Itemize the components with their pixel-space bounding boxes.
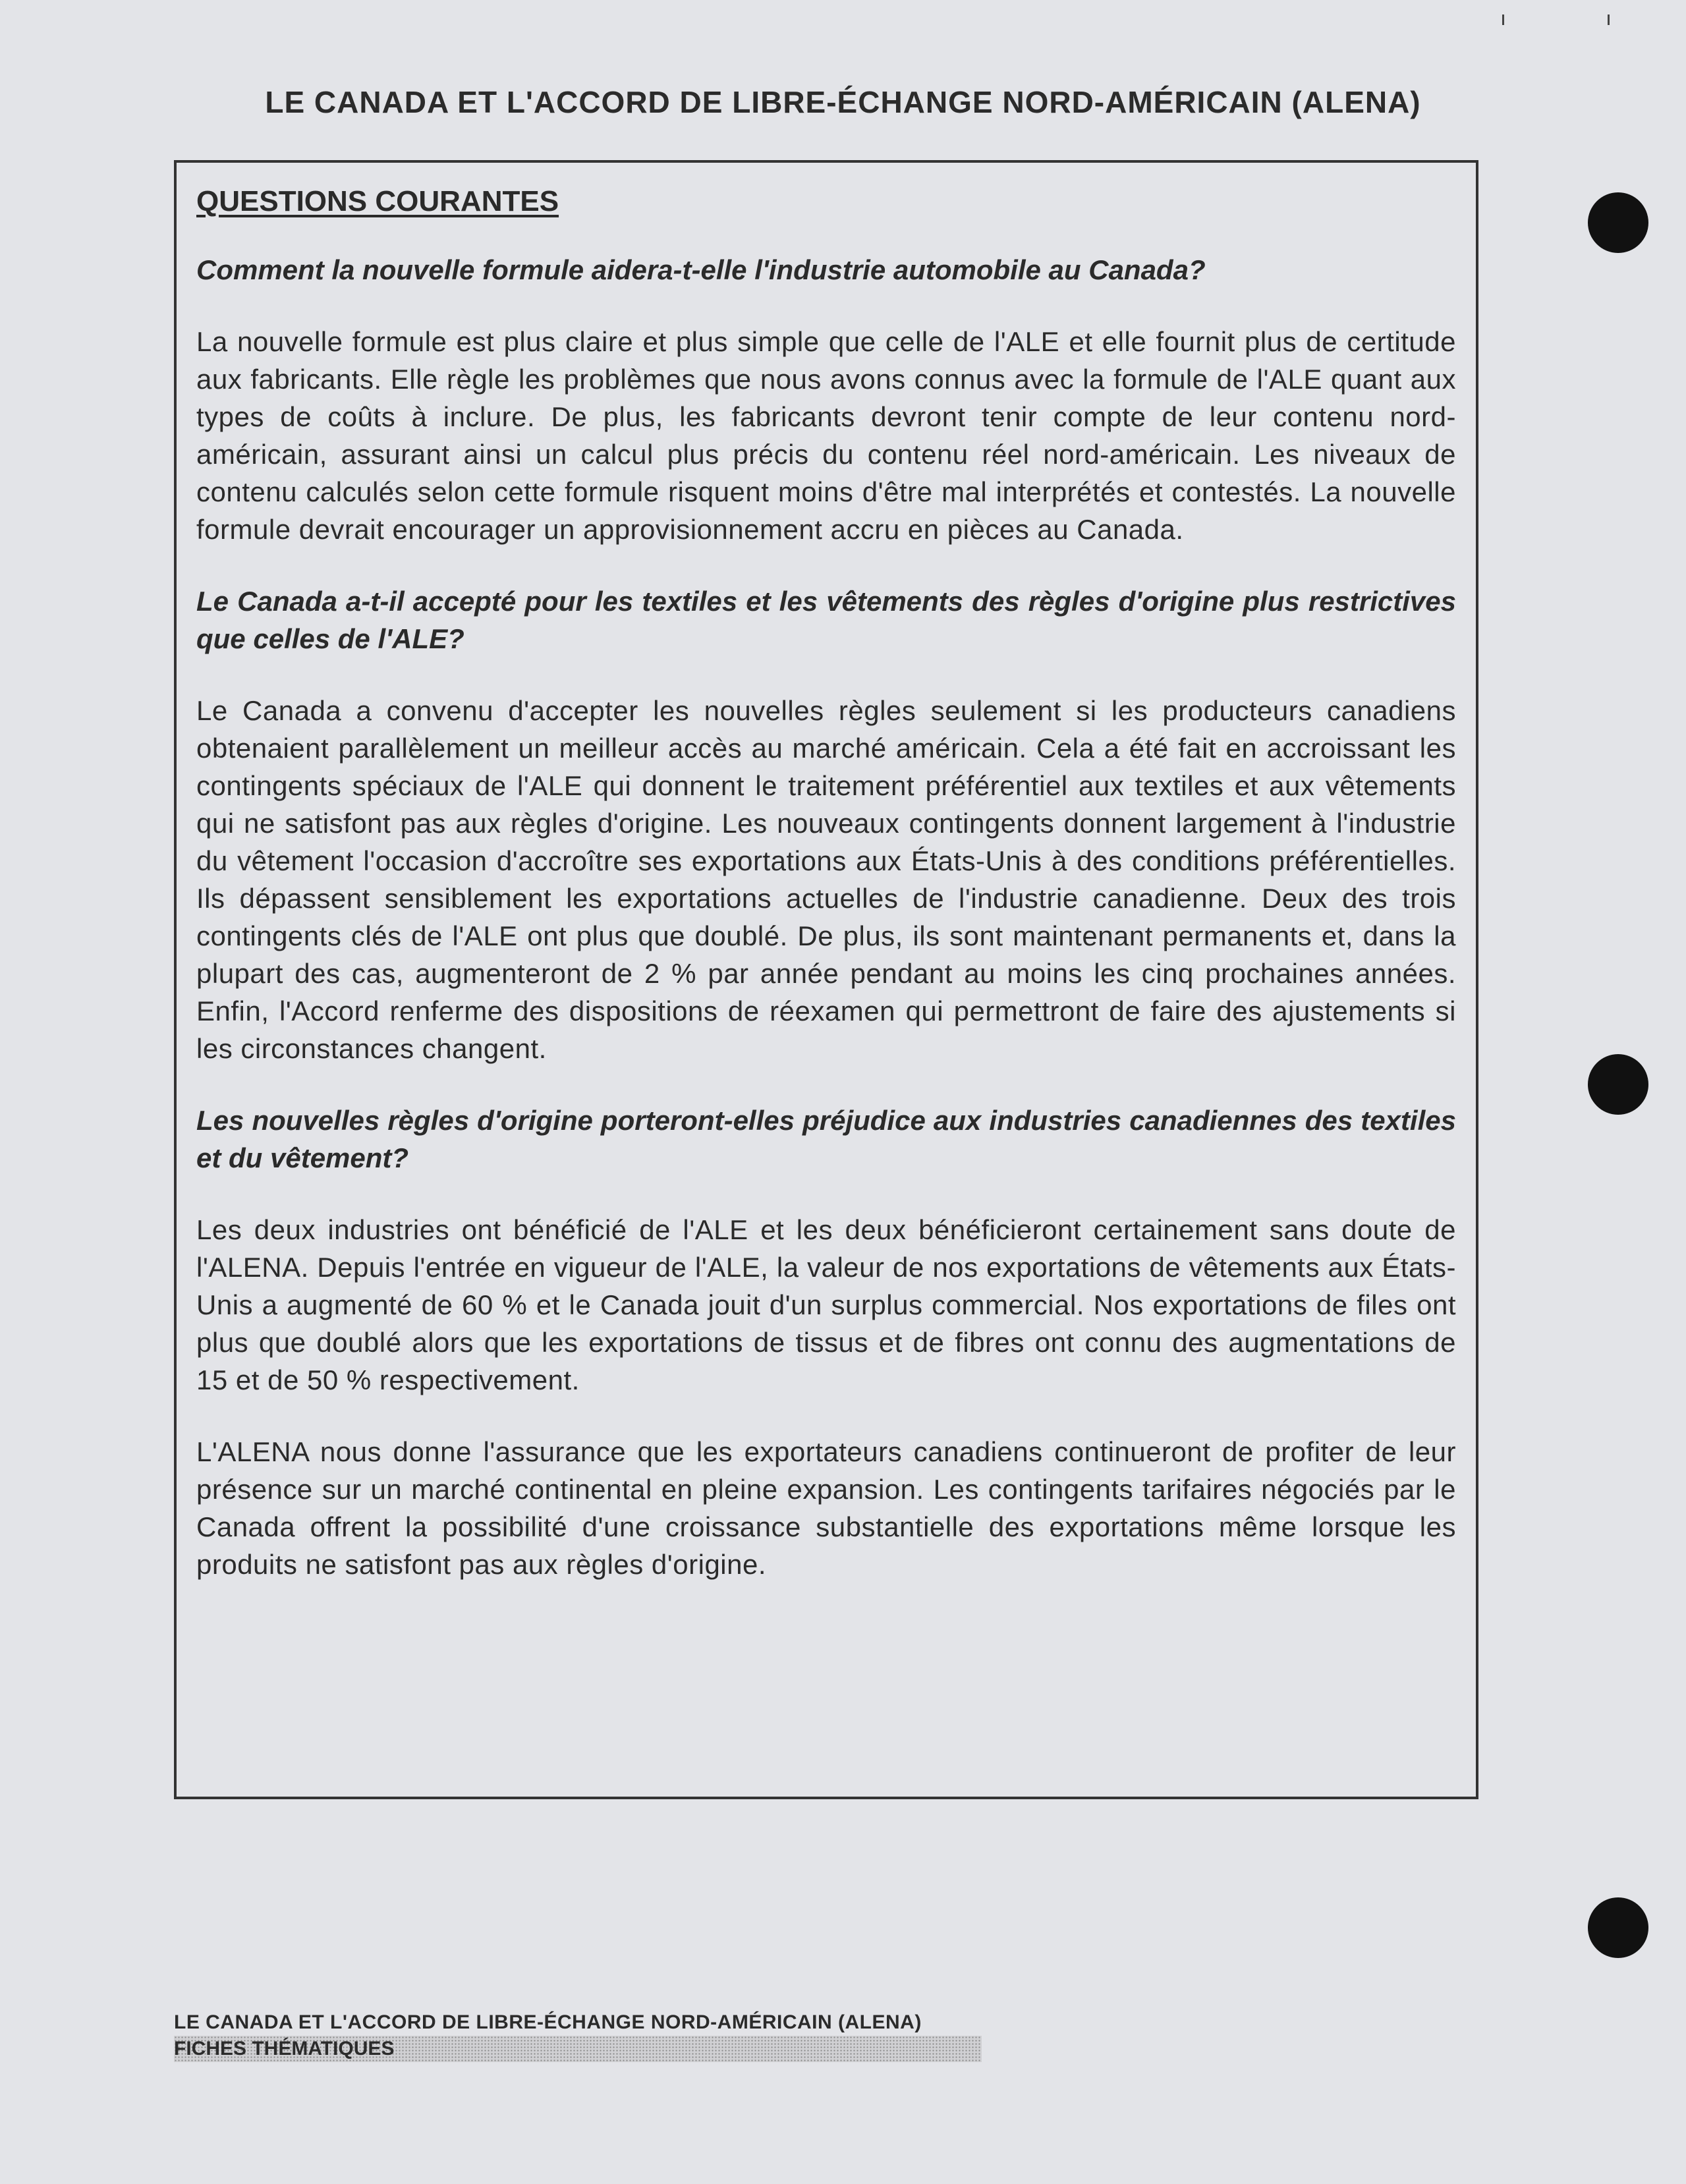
content-box <box>174 160 1478 1799</box>
page-title: LE CANADA ET L'ACCORD DE LIBRE-ÉCHANGE NORD-AMÉRICAIN (ALENA) <box>265 85 1421 119</box>
punch-hole-middle <box>1588 1054 1648 1115</box>
corner-mark-left <box>1502 14 1504 25</box>
punch-hole-top <box>1588 192 1648 253</box>
question-2: Le Canada a-t-il accepté pour les textiles et les vêtements des règles d'origine plus restrictives que celles de l'ALE? <box>196 586 1456 654</box>
answer-3: Les deux industries ont bénéficié de l'ALE et les deux bénéficieront certainement sans doute de l'ALENA. Depuis l'entrée en vigueur de l'ALE, la valeur de nos exportations de vêtements aux États-Unis a augmenté de 60 % et le Canada jouit d'un surplus commercial. Nos exportations de files ont plus que doublé alors que les exportations de tissus et de fibres ont connu des augmentations de 15 et de 50 % respectivement. <box>196 1214 1456 1395</box>
footer-subtitle: FICHES THÉMATIQUES <box>174 2036 982 2062</box>
answer-2: Le Canada a convenu d'accepter les nouvelles règles seulement si les producteurs canadiens obtenaient parallèlement un meilleur accès au marché américain. Cela a été fait en accroissant les contingents spéciaux de l'ALE qui donnent le traitement préférentiel aux textiles et aux vêtements qui ne satisfont pas aux règles d'origine. Les nouveaux contingents donnent largement à l'industrie du vêtement l'occasion d'accroître ses exportations aux États-Unis à des conditions préférentielles. Ils dépassent sensiblement les exportations actuelles de l'industrie canadienne. Deux des trois contingents clés de l'ALE ont plus que doublé. De plus, ils sont maintenant permanents et, dans la plupart des cas, augmenteront de 2 % par année pendant au moins les cinq prochaines années. Enfin, l'Accord renferme des dispositions de réexamen qui permettront de faire des ajustements si les circonstances changent. <box>196 695 1456 1064</box>
page-footer <box>174 2009 982 2062</box>
punch-hole-bottom <box>1588 1897 1648 1958</box>
answer-4: L'ALENA nous donne l'assurance que les exportateurs canadiens continueront de profiter de leur présence sur un marché continental en pleine expansion. Les contingents tarifaires négociés par le Canada offrent la possibilité d'une croissance substantielle des exportations même lorsque les produits ne satisfont pas aux règles d'origine. <box>196 1436 1456 1580</box>
answer-1: La nouvelle formule est plus claire et plus simple que celle de l'ALE et elle fournit plus de certitude aux fabricants. Elle règle les problèmes que nous avons connus avec la formule de l'ALE quant aux types de coûts à inclure. De plus, les fabricants devront tenir compte de leur contenu nord-américain, assurant ainsi un calcul plus précis du contenu réel nord-américain. Les niveaux de contenu calculés selon cette formule risquent moins d'être mal interprétés et contestés. La nouvelle formule devrait encourager un approvisionnement accru en pièces au Canada. <box>196 326 1456 545</box>
section-title: QUESTIONS COURANTES <box>196 185 559 217</box>
question-1: Comment la nouvelle formule aidera-t-elle l'industrie automobile au Canada? <box>196 254 1206 285</box>
question-3: Les nouvelles règles d'origine porteront-elles préjudice aux industries canadiennes des textiles et du vêtement? <box>196 1105 1456 1173</box>
footer-title: LE CANADA ET L'ACCORD DE LIBRE-ÉCHANGE NORD-AMÉRICAIN (ALENA) <box>174 2011 922 2033</box>
corner-mark-right <box>1608 14 1610 25</box>
